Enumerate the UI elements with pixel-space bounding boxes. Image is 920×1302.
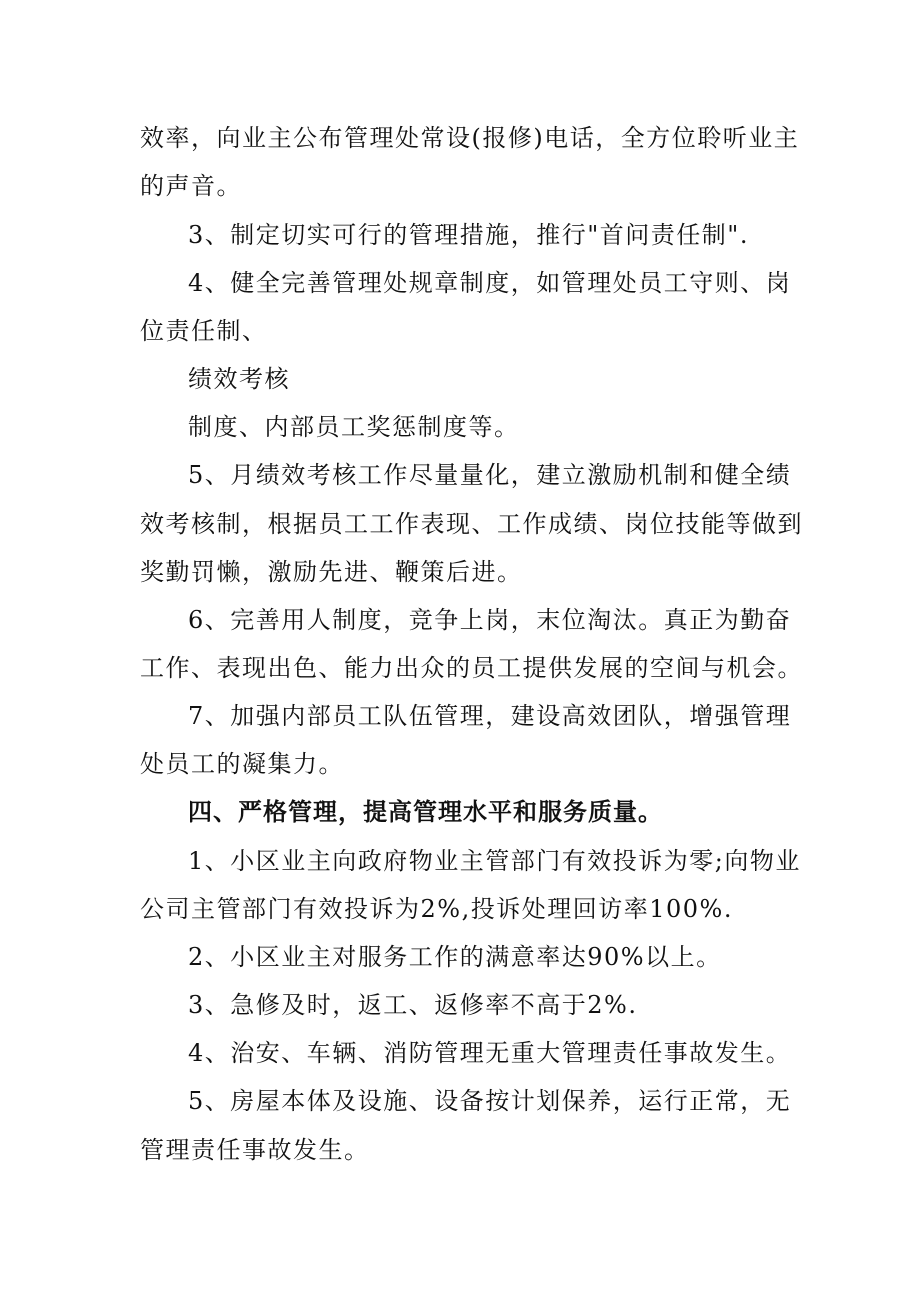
section-heading: 四、严格管理，提高管理水平和服务质量。 xyxy=(188,798,663,826)
text-line: 位责任制、 xyxy=(140,317,268,345)
text-line: 工作、表现出色、能力出众的员工提供发展的空间与机会。 xyxy=(140,654,803,682)
text-line: 2、小区业主对服务工作的满意率达90%以上。 xyxy=(188,943,722,971)
text-line: 6、完善用人制度，竞争上岗，末位淘汰。真正为勤奋 xyxy=(188,606,792,634)
text-line: 效率，向业主公布管理处常设(报修)电话，全方位聆听业主 xyxy=(140,124,800,152)
text-line: 的声音。 xyxy=(140,172,242,200)
text-line: 3、急修及时，返工、返修率不高于2%. xyxy=(188,991,638,1019)
text-line: 奖勤罚懒，激励先进、鞭策后进。 xyxy=(140,558,523,586)
text-line: 3、制定切实可行的管理措施，推行"首问责任制". xyxy=(188,221,749,249)
text-line: 效考核制，根据员工工作表现、工作成绩、岗位技能等做到 xyxy=(140,510,803,538)
text-line: 5、房屋本体及设施、设备按计划保养，运行正常，无 xyxy=(188,1087,792,1115)
text-line: 公司主管部门有效投诉为2%,投诉处理回访率100%. xyxy=(140,895,733,923)
text-line: 绩效考核 xyxy=(188,365,290,393)
text-line: 管理责任事故发生。 xyxy=(140,1136,370,1164)
text-line: 4、治安、车辆、消防管理无重大管理责任事故发生。 xyxy=(188,1039,792,1067)
text-line: 制度、内部员工奖惩制度等。 xyxy=(188,413,520,441)
text-line: 处员工的凝集力。 xyxy=(140,750,344,778)
text-line: 4、健全完善管理处规章制度，如管理处员工守则、岗 xyxy=(188,269,792,297)
text-line: 1、小区业主向政府物业主管部门有效投诉为零;向物业 xyxy=(188,847,801,875)
text-line: 7、加强内部员工队伍管理，建设高效团队，增强管理 xyxy=(188,702,792,730)
text-line: 5、月绩效考核工作尽量量化，建立激励机制和健全绩 xyxy=(188,461,792,489)
